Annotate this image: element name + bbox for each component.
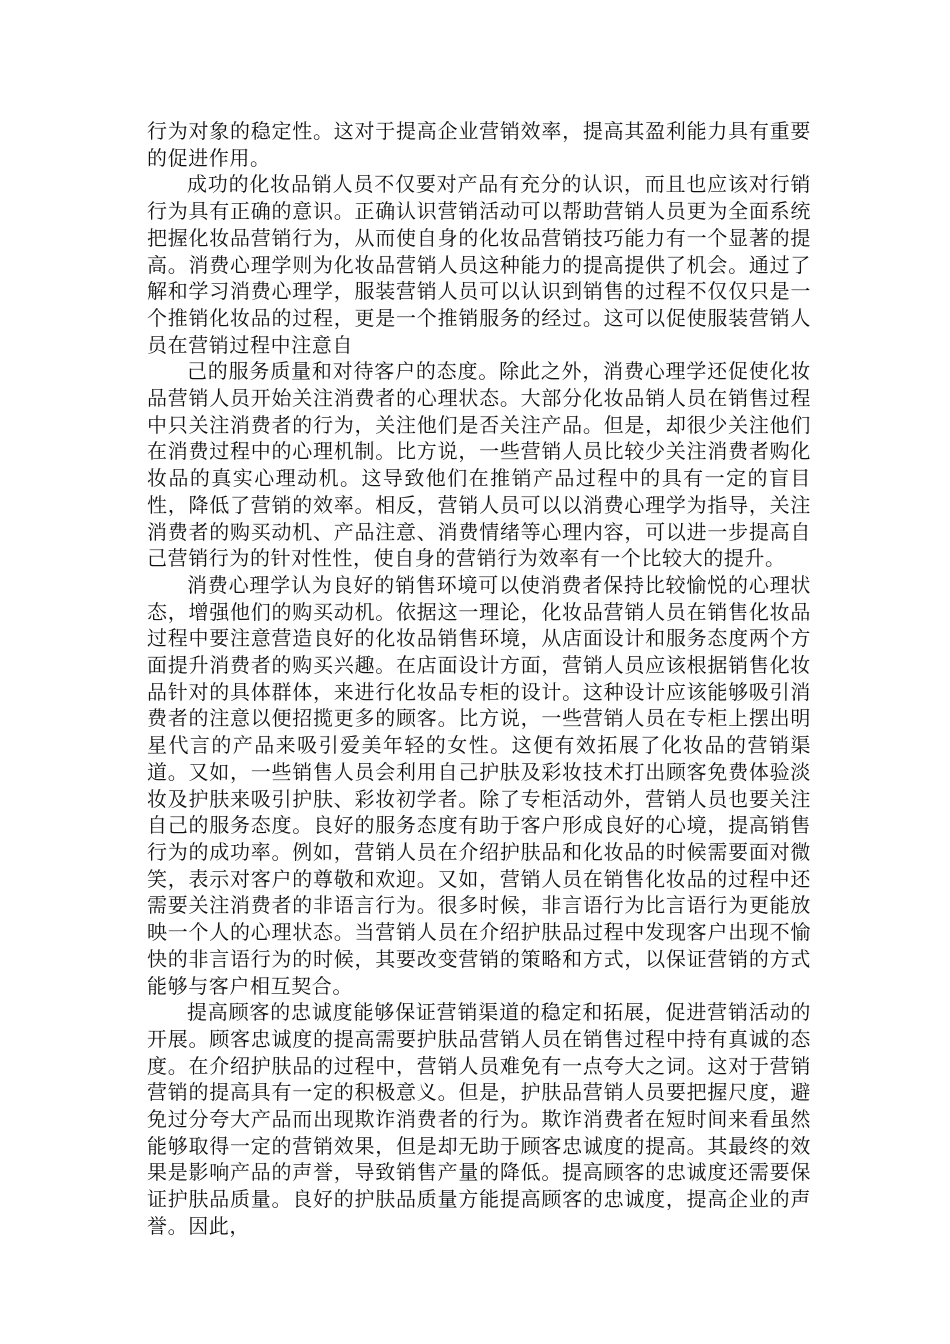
paragraph-1: 行为对象的稳定性。这对于提高企业营销效率，提高其盈利能力具有重要的促进作用。 bbox=[147, 119, 811, 170]
paragraph-3: 己的服务质量和对待客户的态度。除此之外，消费心理学还促使化妆品营销人员开始关注消费者的心理状态。大部分化妆品销人员在销售过程中只关注消费者的行为，关注他们是否关注产品。但是，却很少关注他们在消费过程中的心理机制。比方说，一些营销人员比较少关注消费者购化妆品的真实心理动机。这导致他们在推销产品过程中的具有一定的盲目性，降低了营销的效率。相反，营销人员可以以消费心理学为指导，关注消费者的购买动机、产品注意、消费情绪等心理内容，可以进一步提高自己营销行为的针对性性，使自身的营销行为效率有一个比较大的提升。 bbox=[147, 359, 811, 571]
paragraph-2: 成功的化妆品销人员不仅要对产品有充分的认识，而且也应该对行销行为具有正确的意识。正确认识营销活动可以帮助营销人员更为全面系统把握化妆品营销行为，从而使自身的化妆品营销技巧能力有一个显著的提高。消费心理学则为化妆品营销人员这种能力的提高提供了机会。通过了解和学习消费心理学，服装营销人员可以认识到销售的过程不仅仅只是一个推销化妆品的过程，更是一个推销服务的经过。这可以促使服装营销人员在营销过程中注意自 bbox=[147, 172, 811, 357]
paragraph-4: 消费心理学认为良好的销售环境可以使消费者保持比较愉悦的心理状态，增强他们的购买动机。依据这一理论，化妆品营销人员在销售化妆品过程中要注意营造良好的化妆品销售环境，从店面设计和服务态度两个方面提升消费者的购买兴趣。在店面设计方面，营销人员应该根据销售化妆品针对的具体群体，来进行化妆品专柜的设计。这种设计应该能够吸引消费者的注意以便招揽更多的顾客。比方说，一些营销人员在专柜上摆出明星代言的产品来吸引爱美年轻的女性。这便有效拓展了化妆品的营销渠道。又如，一些销售人员会利用自己护肤及彩妆技术打出顾客免费体验淡妆及护肤来吸引护肤、彩妆初学者。除了专柜活动外，营销人员也要关注自己的服务态度。良好的服务态度有助于客户形成良好的心境，提高销售行为的成功率。例如，营销人员在介绍护肤品和化妆品的时候需要面对微笑，表示对客户的尊敬和欢迎。又如，营销人员在销售化妆品的过程中还需要关注消费者的非语言行为。很多时候，非言语行为比言语行为更能放映一个人的心理状态。当营销人员在介绍护肤品过程中发现客户出现不愉快的非言语行为的时候，其要改变营销的策略和方式，以保证营销的方式能够与客户相互契合。 bbox=[147, 572, 811, 998]
paragraph-5: 提高顾客的忠诚度能够保证营销渠道的稳定和拓展，促进营销活动的开展。顾客忠诚度的提高需要护肤品营销人员在销售过程中持有真诚的态度。在介绍护肤品的过程中，营销人员难免有一点夸大之词。这对于营销营销的提高具有一定的积极意义。但是，护肤品营销人员要把握尺度，避免过分夸大产品而出现欺诈消费者的行为。欺诈消费者在短时间来看虽然能够取得一定的营销效果，但是却无助于顾客忠诚度的提高。其最终的效果是影响产品的声誉，导致销售产量的降低。提高顾客的忠诚度还需要保证护肤品质量。良好的护肤品质量方能提高顾客的忠诚度，提高企业的声誉。因此， bbox=[147, 1000, 811, 1238]
document-page bbox=[147, 118, 811, 1240]
